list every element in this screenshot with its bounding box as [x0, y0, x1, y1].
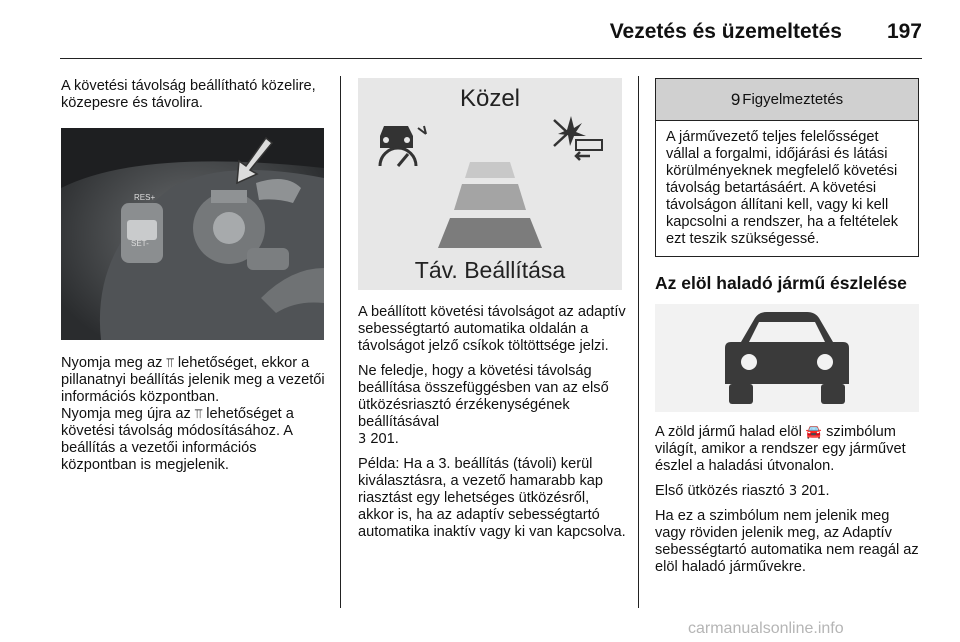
column-3 — [655, 78, 923, 584]
column-divider — [340, 76, 341, 608]
res-label: RES+ — [134, 193, 156, 202]
distance-icon: ⫪ — [194, 407, 203, 422]
page-reference: 201. — [801, 483, 830, 499]
distance-icon: ⫪ — [166, 356, 174, 371]
paragraph: A zöld jármű halad elöl 🚘 szimbólum világít, amikor a rendszer egy járművet észlel a haladási útvonalon. — [655, 424, 906, 474]
header-title: Vezetés és üzemeltetés — [609, 20, 842, 43]
column-2 — [358, 78, 626, 549]
column-1 — [61, 78, 326, 482]
paragraph: Példa: Ha a 3. beállítás (távoli) kerül kiválasztásra, a vezető hamarabb kap riasztást egy lehetséges ütközésről, akkor is, ha az adaptív sebességtartó automatika inaktív vagy ki van kapcsolva. — [358, 456, 626, 540]
reference-arrow-icon: 3 — [358, 432, 367, 447]
warning-icon: 9 — [730, 90, 741, 109]
steering-wheel-photo — [61, 128, 324, 340]
distance-display-graphic — [358, 78, 622, 290]
set-label: SET- — [131, 239, 149, 248]
warning-title: Figyelmeztetés — [742, 91, 844, 108]
car-icon: 🚘 — [805, 425, 823, 440]
reference-arrow-icon: 3 — [788, 484, 798, 499]
section-title: Az elöl haladó jármű észlelése — [655, 273, 907, 293]
paragraph: A beállított követési távolságot az adaptív sebességtartó automatika oldalán a távolságot jelző csíkok töltöttsége jelzi. — [358, 304, 626, 354]
paragraph: Ne feledje, hogy a követési távolság beállítása összefüggésben van az első ütközésriasztó érzékenységének beállításával 3 201. — [358, 363, 609, 447]
display-top-label: Közel — [459, 85, 521, 112]
column-divider — [638, 76, 639, 608]
warning-box — [655, 78, 919, 257]
paragraph: Ha ez a szimbólum nem jelenik meg vagy röviden jelenik meg, az Adaptív sebességtartó automatika nem reagál az elöl haladó járművekre. — [655, 508, 919, 575]
page-reference: 201. — [370, 431, 399, 447]
warning-header — [656, 79, 918, 121]
watermark: carmanualsonline.info — [688, 620, 844, 637]
vehicle-ahead-graphic — [655, 304, 919, 412]
intro-text: A követési távolság beállítható közelire, közepesre és távolira. — [61, 78, 316, 111]
display-bottom-label: Táv. Beállítása — [414, 257, 566, 283]
car-front-icon — [655, 304, 919, 412]
header-rule — [60, 58, 922, 59]
paragraph: Első ütközés riasztó 3 201. — [655, 483, 830, 499]
collision-warning-icon — [554, 116, 602, 160]
warning-text: A járművezető teljes felelősséget vállal a forgalmi, időjárási és látási körülményeknek megfelelő követési távolság betartásáért. A követési távolságon állítani kell, vagy ki kell kapcsolni a rendszer, ha a feltételek ezt teszik szükségessé. — [666, 129, 899, 247]
page-header — [60, 14, 922, 50]
car-speed-icon — [380, 126, 426, 166]
page-number: 197 — [886, 20, 922, 43]
instruction-paragraph: Nyomja meg az ⫪ lehetőséget, ekkor a pillanatnyi beállítás jelenik meg a vezetői információs központban. Nyomja meg újra az ⫪ lehetőséget a követési távolság módosításához. A beállítás a vezetői információs központban is megjelenik. — [61, 355, 325, 473]
